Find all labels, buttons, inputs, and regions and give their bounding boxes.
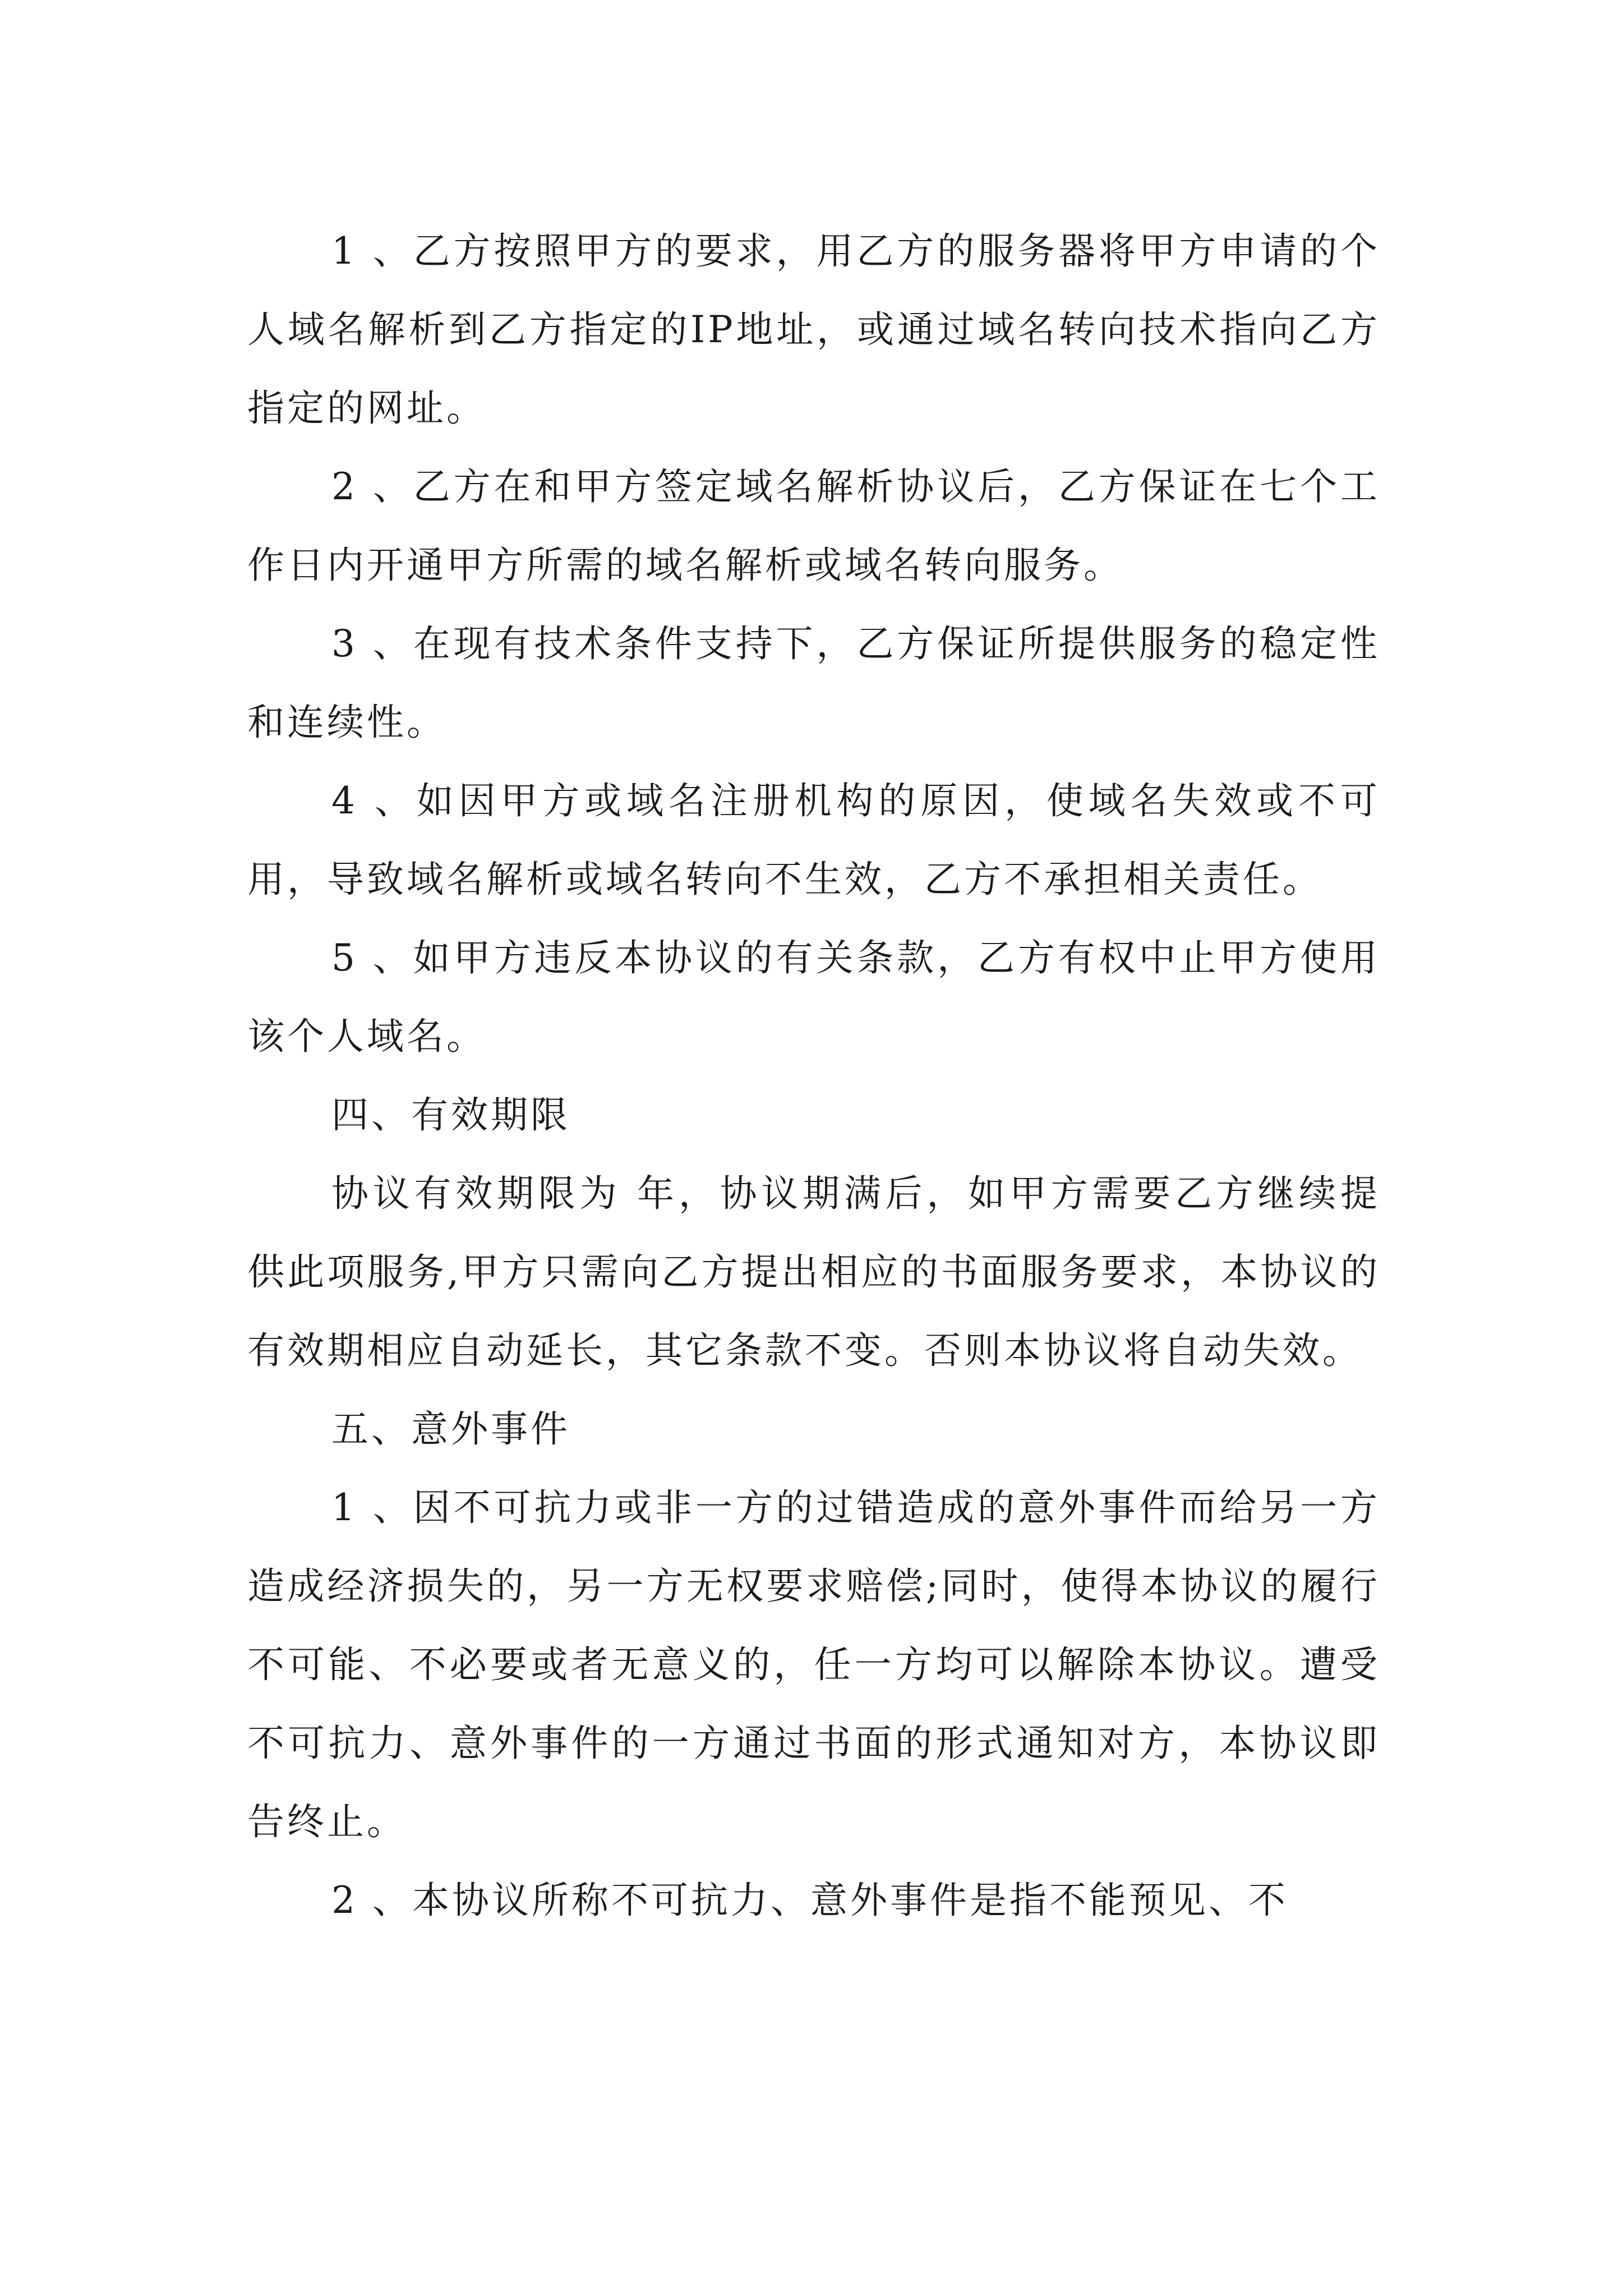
clause-paragraph: 2 、本协议所称不可抗力、意外事件是指不能预见、不	[331, 1879, 1288, 1922]
clause-paragraph: 4 、如因甲方或域名注册机构的原因，使域名失效或不可用，导致域名解析或域名转向不生效，乙方不承担相关责任。	[247, 779, 1380, 901]
clause-paragraph: 5 、如甲方违反本协议的有关条款，乙方有权中止甲方使用该个人域名。	[247, 936, 1380, 1058]
clause-paragraph: 2 、乙方在和甲方签定域名解析协议后，乙方保证在七个工作日内开通甲方所需的域名解析或域名转向服务。	[247, 465, 1380, 587]
section-heading: 五、意外事件	[331, 1407, 570, 1451]
clause-paragraph: 协议有效期限为 年，协议期满后，如甲方需要乙方继续提供此项服务,甲方只需向乙方提出相应的书面服务要求，本协议的有效期相应自动延长，其它条款不变。否则本协议将自动失效。	[247, 1172, 1380, 1372]
document-body	[247, 212, 1380, 1940]
clause-paragraph: 3 、在现有技术条件支持下，乙方保证所提供服务的稳定性和连续性。	[247, 622, 1380, 744]
clause-paragraph: 1 、乙方按照甲方的要求，用乙方的服务器将甲方申请的个人域名解析到乙方指定的IP地址，或通过域名转向技术指向乙方指定的网址。	[247, 229, 1380, 430]
section-heading: 四、有效期限	[331, 1093, 570, 1137]
clause-paragraph: 1 、因不可抗力或非一方的过错造成的意外事件而给另一方造成经济损失的，另一方无权要求赔偿;同时，使得本协议的履行不可能、不必要或者无意义的，任一方均可以解除本协议。遭受不可抗力、意外事件的一方通过书面的形式通知对方，本协议即告终止。	[247, 1486, 1380, 1843]
